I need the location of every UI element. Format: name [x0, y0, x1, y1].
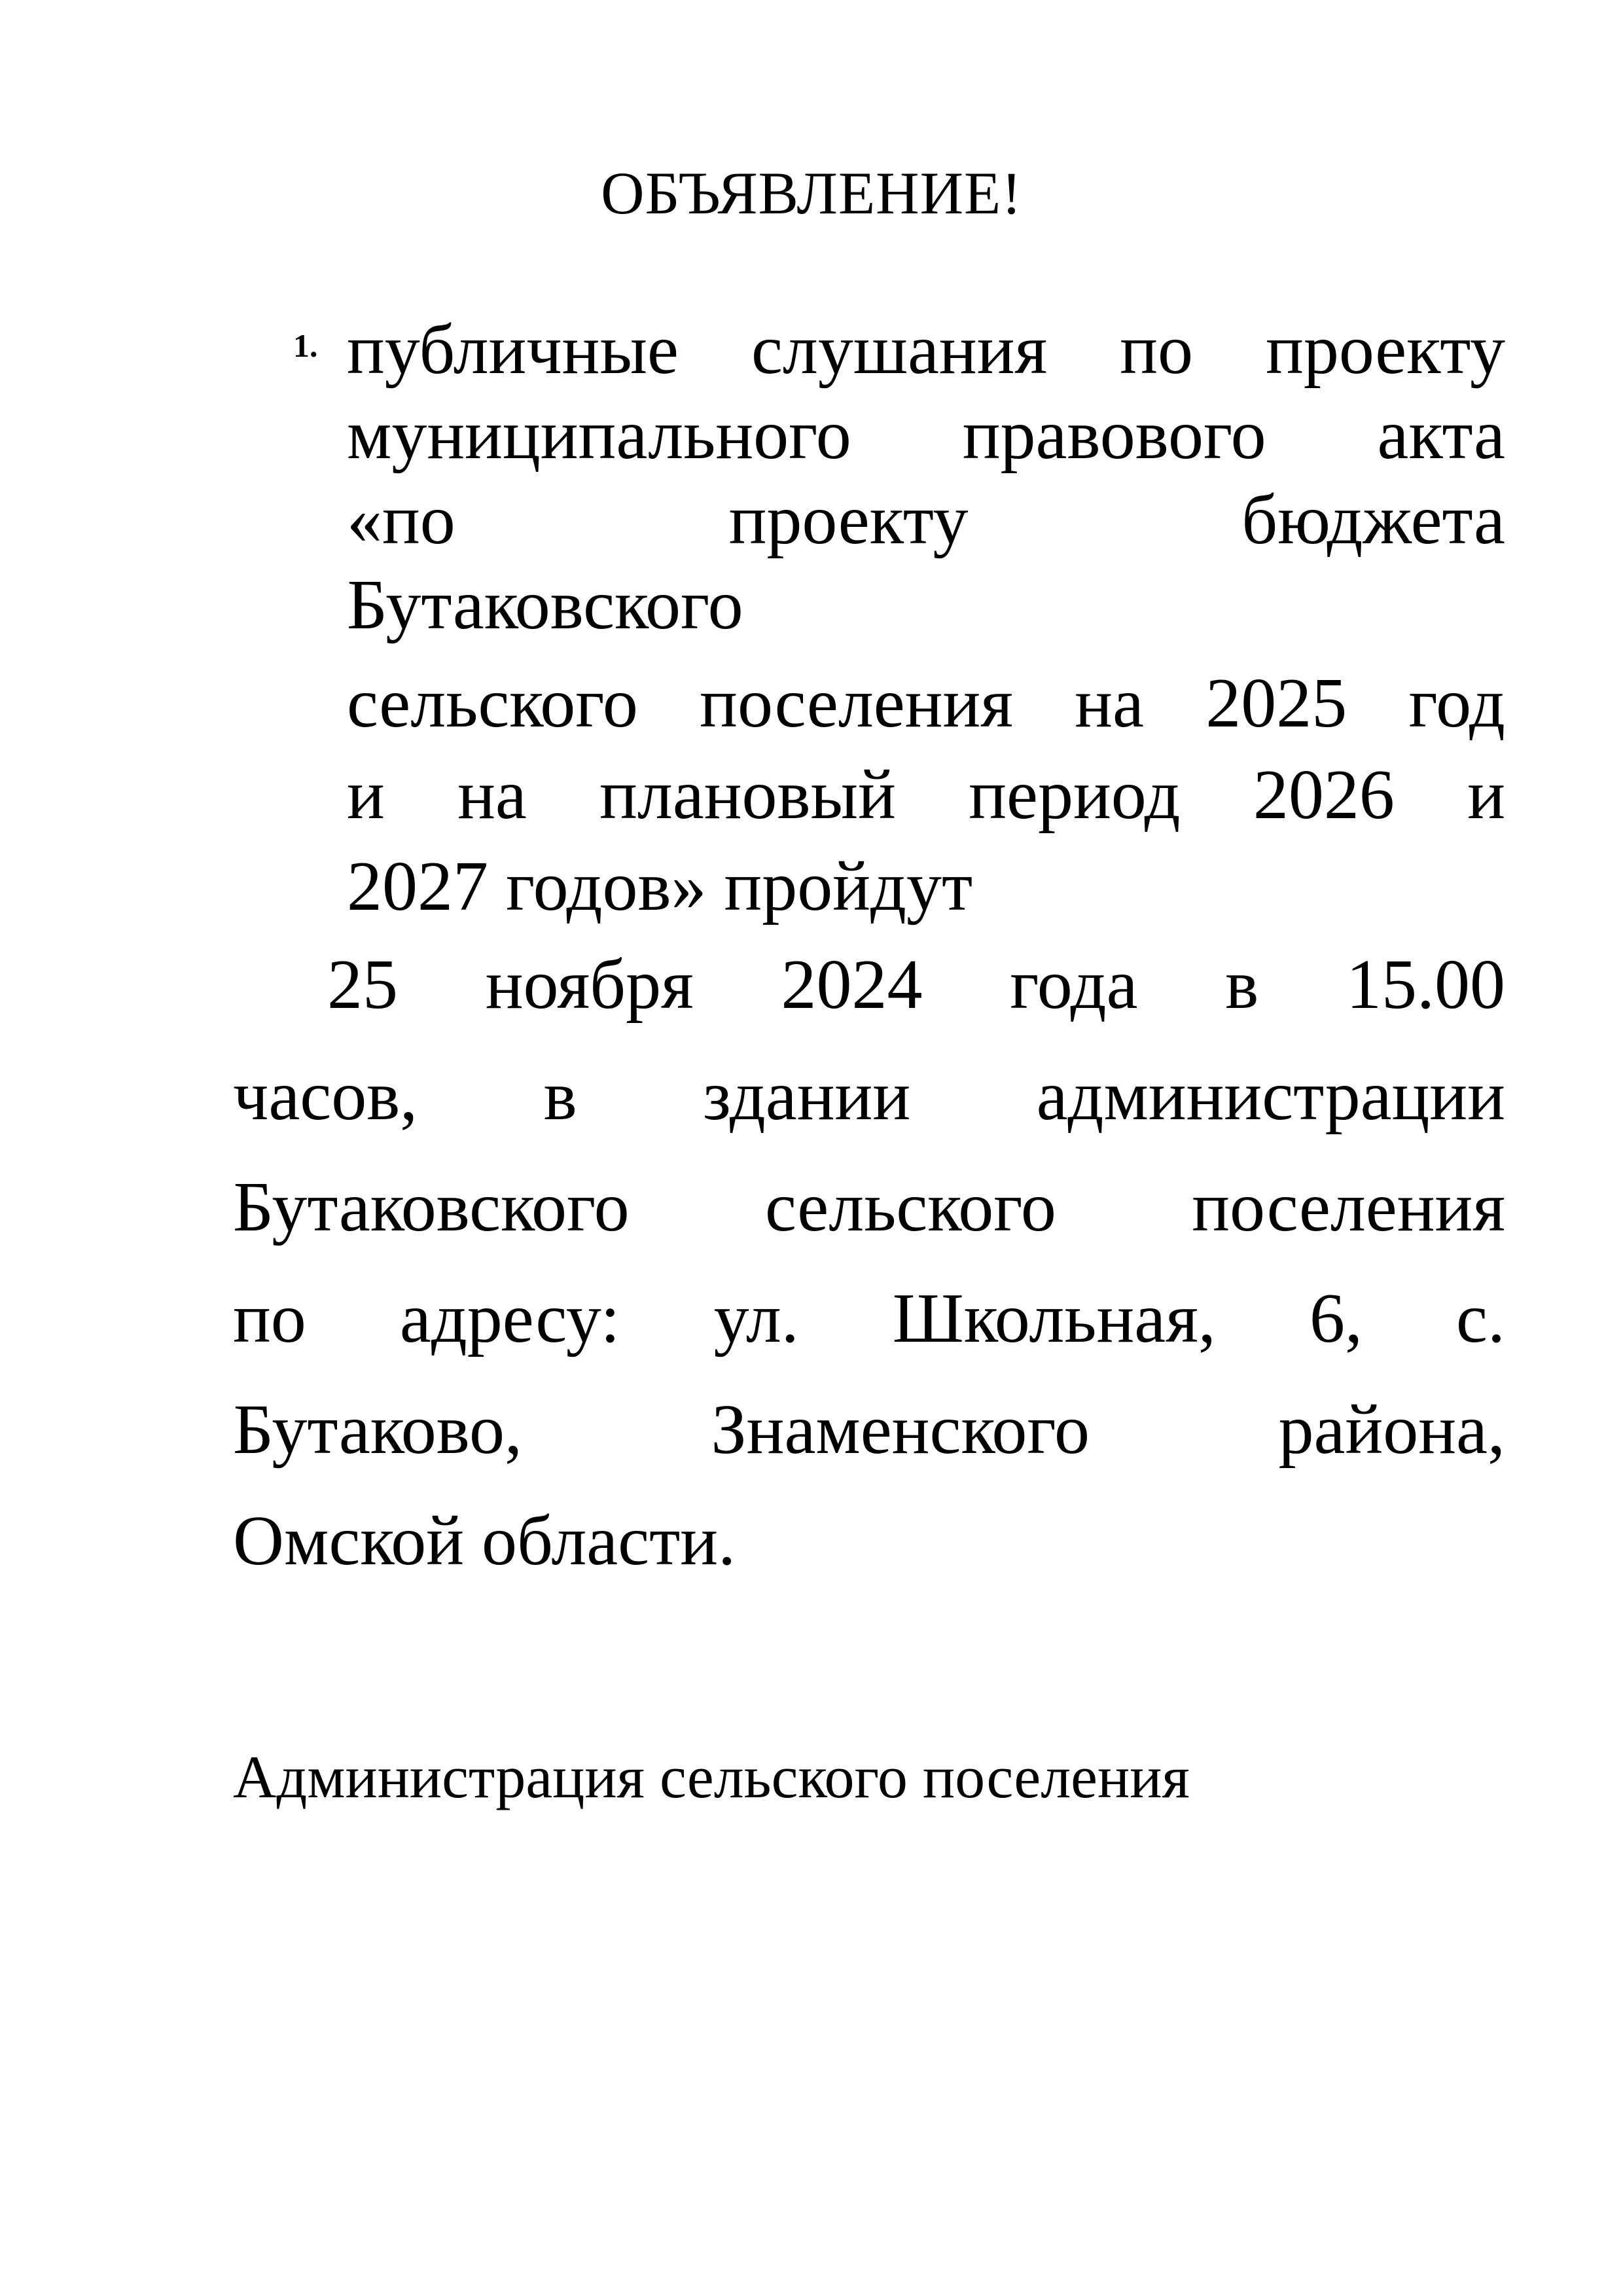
- announcement-title: ОБЪЯВЛЕНИЕ!: [601, 160, 1022, 226]
- signature: Администрация сельского поселения: [233, 1744, 1190, 1810]
- item-line-6: и на плановый период 2026 и: [347, 756, 1505, 834]
- item-line-2: муниципального правового акта: [347, 396, 1505, 474]
- body-line-6: Омской области.: [233, 1502, 736, 1580]
- item-line-1: публичные слушания по проекту: [347, 311, 1505, 389]
- body-line-4: по адресу: ул. Школьная, 6, с.: [233, 1280, 1505, 1357]
- body-line-5: Бутаково, Знаменского района,: [233, 1391, 1505, 1469]
- list-number: 1.: [293, 327, 318, 364]
- body-line-2: часов, в здании администрации: [233, 1057, 1505, 1135]
- item-line-4: Бутаковского: [347, 566, 743, 644]
- item-line-5: сельского поселения на 2025 год: [347, 664, 1505, 742]
- item-line-3: «по проекту бюджета: [347, 481, 1505, 559]
- body-line-1: 25 ноября 2024 года в 15.00: [327, 946, 1505, 1024]
- body-line-3: Бутаковского сельского поселения: [233, 1168, 1505, 1246]
- item-line-7: 2027 годов» пройдут: [347, 848, 973, 925]
